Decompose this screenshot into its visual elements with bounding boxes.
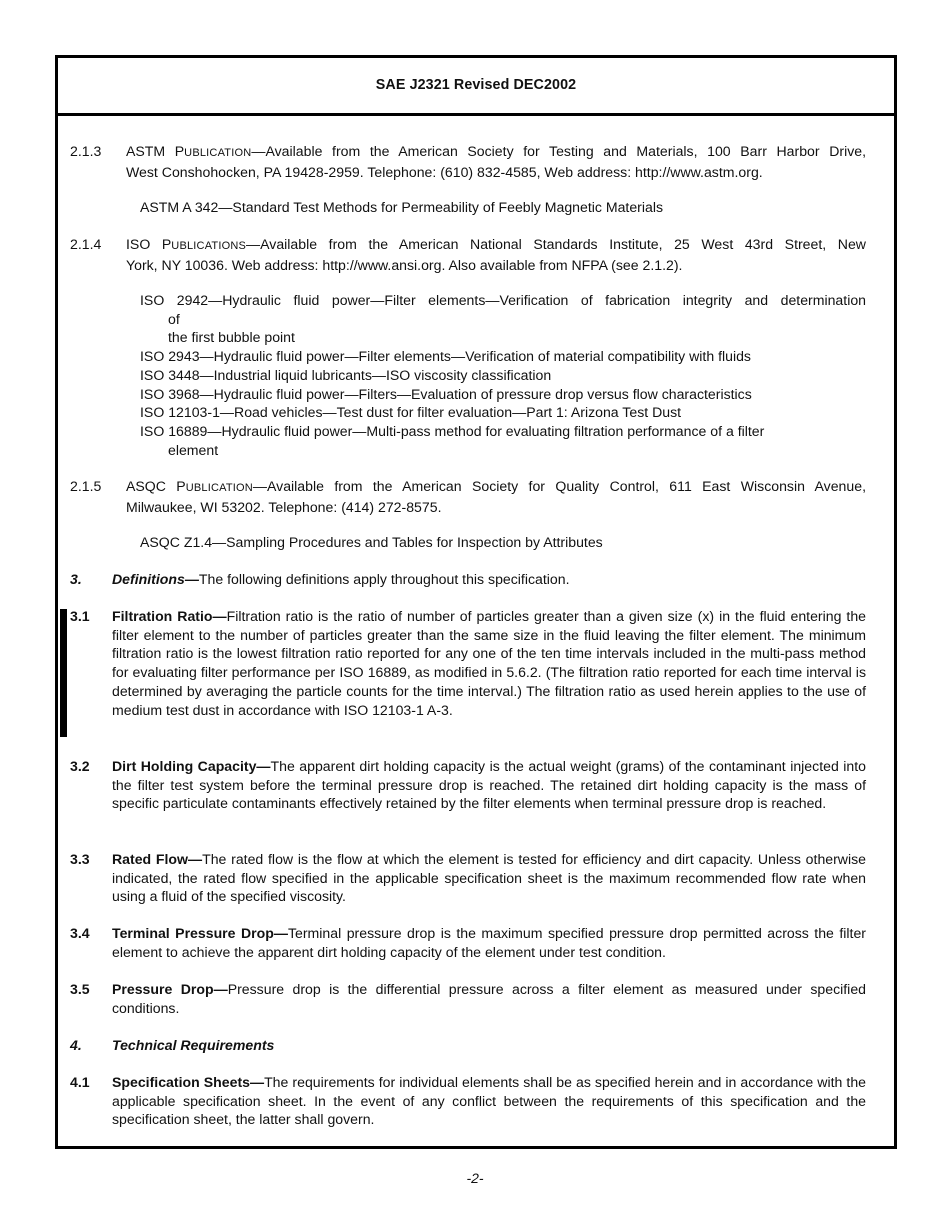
iso-2942-line2: of (168, 310, 180, 327)
section-2-1-3-line1: ASTM PUBLICATION—Available from the American Society for Testing and Materials, 100 Barr Harbor Drive, (126, 143, 866, 159)
section-number-3-2: 3.2 (70, 758, 90, 774)
section-4-1-title: Specification Sheets— (112, 1074, 265, 1090)
section-2-1-3-line2: West Conshohocken, PA 19428-2959. Telephone: (610) 832-4585, Web address: http://www.astm.org. (126, 163, 763, 180)
section-number-4: 4. (70, 1037, 82, 1053)
section-3-5-text: Pressure drop is the differential pressure across a filter element as measured under specified conditions. (112, 981, 866, 1016)
header-title: SAE J2321 Revised DEC2002 (375, 77, 577, 94)
section-2-1-5-line2: Milwaukee, WI 53202. Telephone: (414) 272-8575. (126, 498, 442, 515)
section-2-1-4-line2: York, NY 10036. Web address: http://www.ansi.org. Also available from NFPA (see 2.1.2). (126, 256, 683, 273)
section-number-4-1: 4.1 (70, 1074, 90, 1090)
iso-2942-line1: ISO 2942—Hydraulic fluid power—Filter elements—Verification of fabrication integrity and determination (140, 292, 866, 308)
section-3-2-text: The apparent dirt holding capacity is the actual weight (grams) of the contaminant injected into the filter test system before the terminal pressure drop is reached. The retained dirt holding capacity is the mass of specific particulate contaminants effectively retained by the filter elements when terminal pressure drop is reached. (112, 758, 866, 812)
astm-reference: ASTM A 342—Standard Test Methods for Permeability of Feebly Magnetic Materials (140, 199, 664, 215)
iso-3448: ISO 3448—Industrial liquid lubricants—ISO viscosity classification (140, 366, 552, 383)
section-3-3-text: The rated flow is the flow at which the element is tested for efficiency and dirt capacity. Unless otherwise indicated, the rated flow specified in the applicable specification sheet is the maximum recommended flow rate when using a fluid of the specified viscosity. (112, 851, 867, 905)
section-3-4-terminal-pressure-drop (112, 924, 866, 961)
section-2-1-5-line1: ASQC PUBLICATION—Available from the American Society for Quality Control, 611 East Wisconsin Avenue, (126, 478, 866, 494)
iso-reference-list (140, 291, 866, 459)
document-header (58, 58, 894, 116)
section-3-1-title: Filtration Ratio— (112, 608, 227, 624)
iso-2942-line3: the first bubble point (168, 329, 295, 346)
section-2-1-5 (126, 477, 866, 516)
section-number-3-3: 3.3 (70, 851, 90, 867)
iso-16889-line2: element (168, 441, 219, 458)
section-number-3-4: 3.4 (70, 925, 90, 941)
section-3-text: The following definitions apply throughout this specification. (198, 571, 570, 587)
section-2-1-4 (126, 235, 866, 274)
iso-16889-line1: ISO 16889—Hydraulic fluid power—Multi-pass method for evaluating filtration performance of a filter (140, 422, 765, 439)
section-3-3-rated-flow (112, 850, 866, 906)
section-3-1-filtration-ratio (112, 607, 866, 719)
section-3-5-title: Pressure Drop— (112, 981, 228, 997)
section-3-5-pressure-drop (112, 980, 866, 1017)
page-number: -2- (466, 1170, 484, 1186)
iso-12103-1: ISO 12103-1—Road vehicles—Test dust for filter evaluation—Part 1: Arizona Test Dust (140, 404, 682, 421)
section-3-2-dirt-holding-capacity (112, 757, 866, 813)
section-2-1-3 (126, 142, 866, 181)
section-4-1-specification-sheets (112, 1073, 866, 1129)
revision-change-bar (60, 609, 67, 737)
section-number-2-1-5: 2.1.5 (70, 478, 102, 494)
section-3-2-title: Dirt Holding Capacity— (112, 758, 271, 774)
section-3-title: Definitions— (112, 571, 199, 587)
section-3-3-title: Rated Flow— (112, 851, 203, 867)
section-number-3-1: 3.1 (70, 608, 90, 624)
section-3-1-text: Filtration ratio is the ratio of number of particles greater than a given size (x) in the fluid entering the filter element to the number of particles greater than the same size in the fluid leaving the filter element. The minimum filtration ratio is the lowest filtration ratio reported for any one of the ten time intervals included in the multi-pass method for evaluating filter performance per ISO 16889, as modified in 5.6.2. (The filtration ratio reported for each time interval is determined by averaging the particle counts for the time interval.) The filtration ratio as used herein applies to the use of medium test dust in accordance with ISO 12103-1 A-3. (112, 608, 866, 718)
section-number-3-5: 3.5 (70, 981, 90, 997)
section-number-2-1-4: 2.1.4 (70, 236, 102, 252)
section-3-4-title: Terminal Pressure Drop— (112, 925, 288, 941)
section-4-title: Technical Requirements (112, 1037, 275, 1053)
section-number-2-1-3: 2.1.3 (70, 143, 102, 159)
section-number-3: 3. (70, 571, 82, 587)
iso-3968: ISO 3968—Hydraulic fluid power—Filters—Evaluation of pressure drop versus flow characteristics (140, 385, 752, 402)
section-4-1-text: The requirements for individual elements shall be as specified herein and in accordance with the applicable specification sheet. In the event of any conflict between the requirements of this specification and the specification sheet, the latter shall govern. (112, 1074, 866, 1128)
iso-2943: ISO 2943—Hydraulic fluid power—Filter elements—Verification of material compatibility with fluids (140, 348, 751, 365)
asqc-reference: ASQC Z1.4—Sampling Procedures and Tables for Inspection by Attributes (140, 534, 603, 550)
section-3-definitions (112, 570, 866, 589)
section-3-4-text: Terminal pressure drop is the maximum specified pressure drop permitted across the filter element to achieve the apparent dirt holding capacity of the element under test condition. (112, 925, 866, 960)
section-2-1-4-line1: ISO PUBLICATIONS—Available from the American National Standards Institute, 25 West 43rd Street, New (126, 236, 866, 252)
